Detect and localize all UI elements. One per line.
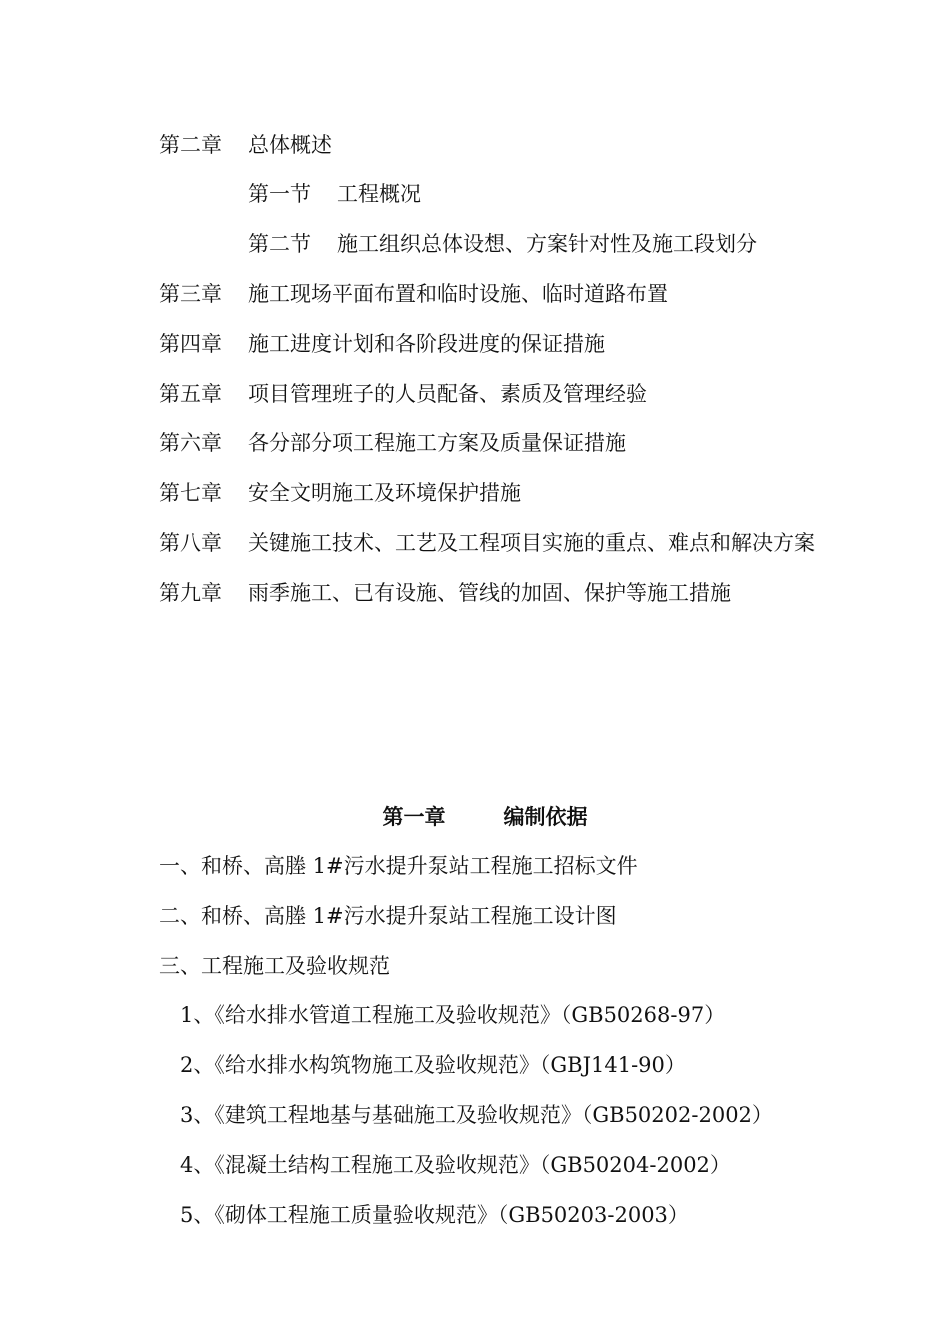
spec-item-2: 2、《给水排水构筑物施工及验收规范》（GBJ141-90） (180, 1053, 686, 1077)
toc-chapter-title: 关键施工技术、工艺及工程项目实施的重点、难点和解决方案 (248, 531, 815, 555)
toc-section-label: 第二节 (248, 232, 311, 256)
toc-chapter-label: 第五章 (159, 382, 222, 406)
toc-chapter-title: 施工现场平面布置和临时设施、临时道路布置 (248, 282, 668, 306)
toc-chapter-8 (159, 529, 815, 557)
toc-chapter-3 (159, 280, 668, 308)
toc-chapter-7 (159, 479, 521, 507)
toc-chapter-label: 第八章 (159, 531, 222, 555)
toc-chapter-title: 总体概述 (248, 133, 332, 157)
toc-section-title: 工程概况 (337, 182, 421, 206)
toc-chapter-2 (159, 131, 332, 159)
toc-chapter-9 (159, 579, 731, 607)
toc-chapter-title: 项目管理班子的人员配备、素质及管理经验 (248, 382, 647, 406)
spec-item-5: 5、《砌体工程施工质量验收规范》（GB50203-2003） (180, 1203, 689, 1227)
basis-item-3: 三、工程施工及验收规范 (159, 954, 390, 978)
toc-chapter-label: 第四章 (159, 332, 222, 356)
toc-section-2-1 (248, 180, 421, 208)
spec-item-3: 3、《建筑工程地基与基础施工及验收规范》（GB50202-2002） (180, 1103, 773, 1127)
spec-item-1: 1、《给水排水管道工程施工及验收规范》（GB50268-97） (180, 1003, 726, 1027)
toc-section-2-2 (248, 230, 757, 258)
toc-chapter-label: 第三章 (159, 282, 222, 306)
toc-chapter-title: 安全文明施工及环境保护措施 (248, 481, 521, 505)
toc-chapter-title: 各分部分项工程施工方案及质量保证措施 (248, 431, 626, 455)
toc-chapter-4 (159, 330, 605, 358)
toc-chapter-title: 施工进度计划和各阶段进度的保证措施 (248, 332, 605, 356)
toc-section-label: 第一节 (248, 182, 311, 206)
toc-chapter-label: 第九章 (159, 581, 222, 605)
basis-item-2: 二、和桥、高塍 1#污水提升泵站工程施工设计图 (159, 904, 617, 928)
toc-chapter-label: 第二章 (159, 133, 222, 157)
chapter-1-heading-label: 第一章 (382, 804, 446, 829)
chapter-1-heading (0, 802, 950, 832)
toc-chapter-title: 雨季施工、已有设施、管线的加固、保护等施工措施 (248, 581, 731, 605)
basis-item-1: 一、和桥、高塍 1#污水提升泵站工程施工招标文件 (159, 854, 638, 878)
toc-chapter-5 (159, 380, 647, 408)
toc-section-title: 施工组织总体设想、方案针对性及施工段划分 (337, 232, 757, 256)
spec-item-4: 4、《混凝土结构工程施工及验收规范》（GB50204-2002） (180, 1153, 731, 1177)
toc-chapter-label: 第七章 (159, 481, 222, 505)
toc-chapter-6 (159, 429, 626, 457)
chapter-1-heading-title: 编制依据 (503, 804, 588, 829)
toc-chapter-label: 第六章 (159, 431, 222, 455)
